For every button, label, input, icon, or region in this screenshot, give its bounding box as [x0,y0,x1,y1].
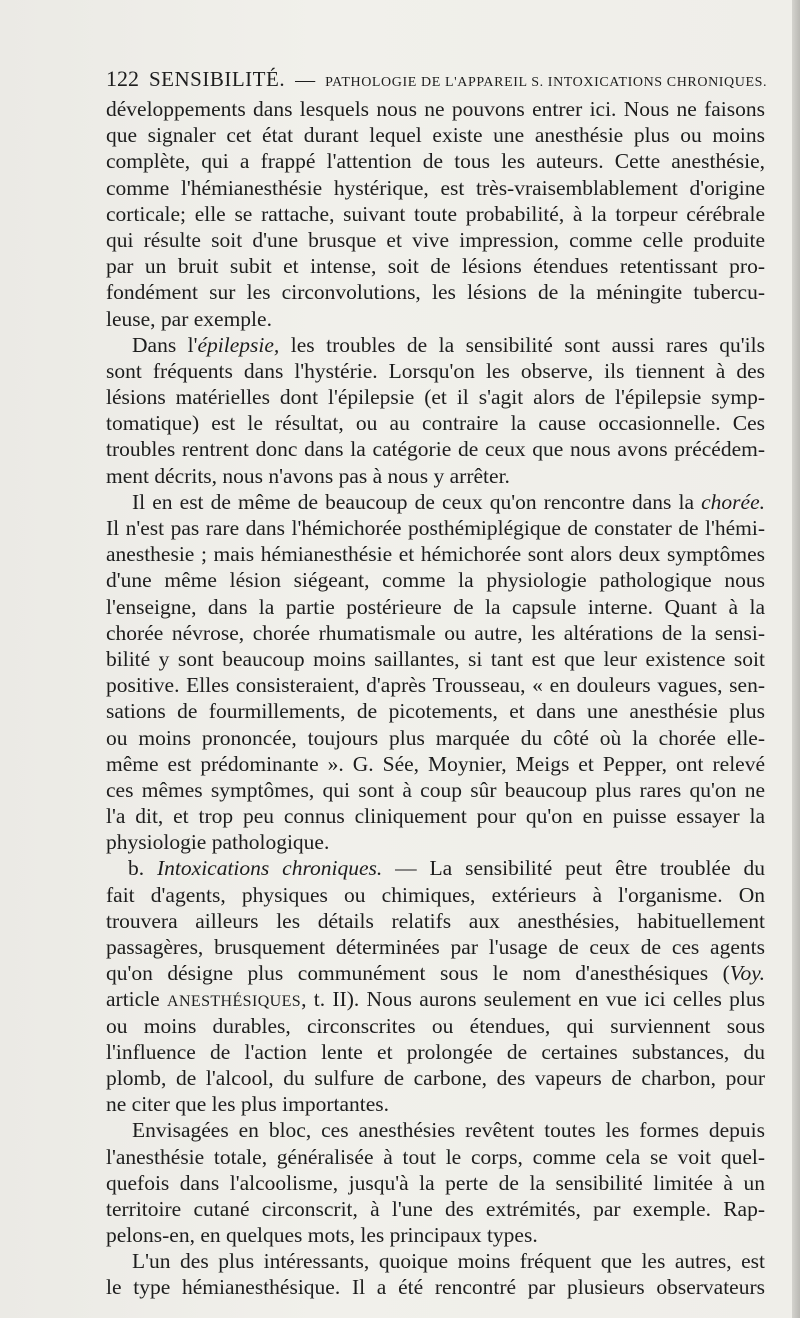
text-line: l'enseigne, dans la partie postérieure de la capsule interne. Quant à la [106,594,765,619]
text-line [106,855,765,881]
text-run: article [106,987,167,1012]
header-dash: — [295,69,316,91]
text-run: les troubles de la sensibilité sont aussi rares qu'ils [279,332,765,357]
text-line: quefois dans l'alcoolisme, jusqu'à la perte de la sensibilité limitée à un [106,1170,765,1195]
text-line: physiologie pathologique. [106,830,330,855]
text-line: lésions matérielles dont l'épilepsie (et il s'agit alors de l'épilepsie symp- [106,385,765,410]
text-line: d'une même lésion siégeant, comme la physiologie pathologique nous [106,568,765,593]
text-line: que signaler cet état durant lequel existe une anesthésie plus ou moins [106,123,765,148]
text-line: fait d'agents, physiques ou chimiques, extérieurs à l'organisme. On [106,882,765,907]
text-line: L'un des plus intéressants, quoique moins fréquent que les autres, est [132,1249,765,1274]
text-line: sations de fourmillements, de picotements, et dans une anesthésie plus [106,699,765,724]
page-edge-shadow [792,0,800,1318]
text-line: qui résulte soit d'une brusque et vive impression, comme celle produite [106,227,765,252]
text-line: positive. Elles consisteraient, d'après Trousseau, « en douleurs vagues, sen- [106,673,765,698]
text-run: — La sensibilité peut être troublée du [382,856,765,881]
body-text [106,96,765,1301]
small-caps-term: ANESTHÉSIQUES [167,993,302,1011]
text-line: bilité y sont beaucoup moins saillantes, si tant est que leur existence soit [106,646,765,671]
text-line: l'anesthésie totale, généralisée à tout le corps, comme cela se voit quel- [106,1144,765,1169]
text-line: le type hémianesthésique. Il a été rencontré par plusieurs observateurs [106,1275,765,1300]
text-line: sont fréquents dans l'hystérie. Lorsqu'on les observe, ils tiennent à des [106,358,765,383]
text-line: plomb, de l'alcool, du sulfure de carbone, des vapeurs de charbon, pour [106,1065,765,1090]
italic-term: Voy. [729,961,765,986]
text-line: passagères, brusquement déterminées par l'usage de ceux de ces agents [106,935,765,959]
text-run: b. [128,856,158,881]
text-line [106,960,765,986]
text-run: qu'on désigne plus communément sous le nom d'anesthésiques ( [106,961,730,986]
page-number: 122 [106,66,139,91]
text-line: comme l'hémianesthésie hystérique, est très-vraisemblablement d'origine [106,175,765,200]
italic-term: chorée. [701,489,765,514]
text-line: anesthesie ; mais hémianesthésie et hémichorée sont alors deux symptômes [106,542,765,567]
text-line: Envisagées en bloc, ces anesthésies revêtent toutes les formes depuis [132,1118,765,1143]
text-line: complète, qui a frappé l'attention de tous les auteurs. Cette anesthésie, [106,149,765,174]
text-line: ou moins prononcée, toujours plus marquée du côté où la chorée elle- [106,725,765,750]
text-line: leuse, par exemple. [106,306,272,331]
text-run: , t. II). Nous aurons seulement en vue ici celles plus [301,987,765,1012]
text-line [106,332,765,358]
section-heading: Intoxications chroniques. [157,856,383,881]
text-line: développements dans lesquels nous ne pouvons entrer ici. Nous ne faisons [106,97,765,121]
text-line: chorée névrose, chorée rhumatismale ou autre, les altérations de la sensi- [106,620,765,645]
text-run: Il en est de même de beaucoup de ceux qu'on rencontre dans la [132,489,702,514]
text-line: ne citer que les plus importantes. [106,1092,390,1117]
text-line: territoire cutané circonscrit, à l'une des extrémités, par exemple. Rap- [106,1196,765,1221]
text-line: trouvera ailleurs les détails relatifs aux anesthésies, habituellement [106,908,765,933]
text-line: corticale; elle se rattache, suivant toute probabilité, à la torpeur cérébrale [106,201,765,226]
text-line: pelons-en, en quelques mots, les principaux types. [106,1223,538,1248]
text-line: troubles rentrent donc dans la catégorie de ceux que nous avons précédem- [106,437,765,462]
text-line: fondément sur les circonvolutions, les lésions de la méningite tubercu- [106,280,765,305]
header-title: SENSIBILITÉ. [149,67,286,91]
text-line: ou moins durables, circonscrites ou étendues, qui surviennent sous [106,1013,765,1038]
text-line: même est prédominante ». G. Sée, Moynier, Meigs et Pepper, ont relevé [106,751,765,776]
text-line: l'influence de l'action lente et prolongée de certaines substances, du [106,1039,765,1064]
text-line [106,489,765,515]
running-header [106,66,768,96]
header-subtitle: PATHOLOGIE DE L'APPAREIL S. INTOXICATIONS CHRONIQUES. [325,75,768,90]
italic-term: épilepsie, [197,332,280,357]
text-line: tomatique) est le résultat, ou au contraire la cause occasionnelle. Ces [106,411,765,436]
text-line: par un bruit subit et intense, soit de lésions étendues retentissant pro- [106,254,765,279]
text-line: ces mêmes symptômes, qui sont à coup sûr beaucoup plus rares qu'on ne [106,777,765,802]
text-line: Il n'est pas rare dans l'hémichorée posthémiplégique de constater de l'hémi- [106,516,765,540]
text-line [106,986,765,1012]
text-line: l'a dit, et trop peu connus cliniquement pour qu'on en puisse essayer la [106,804,765,829]
text-run: Dans l' [132,332,198,357]
text-line: ment décrits, nous n'avons pas à nous y arrêter. [106,463,510,488]
